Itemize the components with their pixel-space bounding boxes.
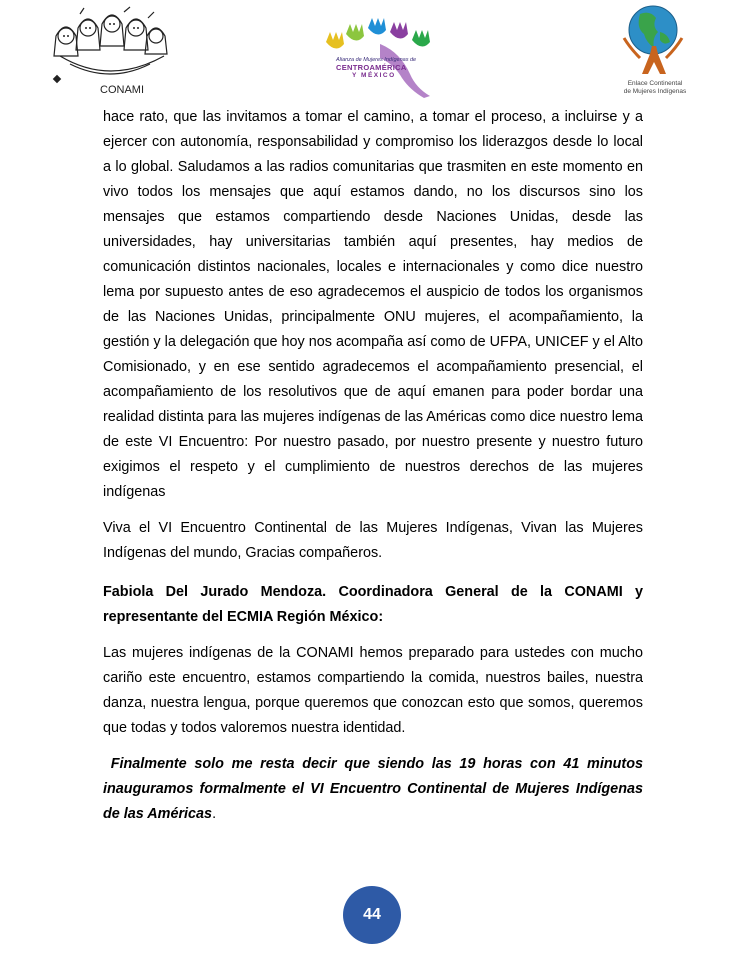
- closing-statement: Finalmente solo me resta decir que siendo las 19 horas con 41 minutos inauguramos formalmente el VI Encuentro Continental de Mujeres Indígenas de las Américas: [103, 756, 643, 822]
- page-body: [103, 105, 643, 838]
- page-number-badge: [343, 886, 401, 944]
- speech-paragraph-3: Las mujeres indígenas de la CONAMI hemos preparado para ustedes con mucho cariño este encuentro, estamos compartiendo la comida, nuestros bailes, nuestra danza, nuestra lengua, porque queremos que conozcan esto que somos, queremos que todas y todos valoremos nuestra identidad.: [103, 645, 643, 736]
- page-header: [0, 0, 746, 105]
- center-logo-title: CENTROAMÉRICA: [336, 63, 407, 72]
- closing-period: .: [212, 806, 217, 822]
- speech-paragraph-2: Viva el VI Encuentro Continental de las Mujeres Indígenas, Vivan las Mujeres Indígenas del mundo, Gracias compañeros.: [103, 520, 643, 561]
- closing-paragraph: [103, 752, 643, 827]
- center-logo-caption: Alianza de Mujeres Indígenas de: [336, 57, 417, 63]
- conami-women-illustration-icon: [50, 6, 170, 88]
- conami-logo-label: CONAMI: [100, 84, 144, 96]
- speech-paragraph-1: hace rato, que las invitamos a tomar el camino, a tomar el proceso, a incluirse y a ejercer con autonomía, responsabilidad y compromiso los liderazgos desde lo local a lo global. Saludamos a las radios comunitarias que trasmiten en este momento en vivo todos los mensajes que aquí estamos dando, no los discursos sino los mensajes que estamos compartiendo desde Naciones Unidas, desde las universidades, hay universitarias también aquí presentes, hay medios de comunicación distintos nacionales, locales e internacionales y como dice nuestro lema por supuesto antes de eso agradecemos el auspicio de todos los organismos de las Naciones Unidas, principalmente ONU mujeres, el acompañamiento, la gestión y la delegación que hoy nos acompaña así como de UFPA, UNICEF y el Alto Comisionado, y en ese sentido agradecemos el acompañamiento presencial, el acompañamiento de los resolutivos que de aquí emanen para poder bordar una realidad distinta para las mujeres indígenas de las Américas como dice nuestro lema de este VI Encuentro: Por nuestro pasado, por nuestro presente y nuestro futuro exigimos el respeto y el cumplimiento de nuestros derechos de las mujeres indígenas: [103, 109, 643, 500]
- right-logo-caption: [612, 80, 698, 95]
- right-logo-caption-line-1: Enlace Continental: [627, 80, 683, 87]
- page-number: 44: [363, 906, 381, 923]
- center-logo-subtitle: Y MÉXICO: [352, 72, 396, 79]
- speaker-heading: Fabiola Del Jurado Mendoza. Coordinadora General de la CONAMI y representante del ECMIA Región México:: [103, 584, 643, 625]
- right-logo-caption-line-2: de Mujeres Indígenas: [623, 87, 687, 95]
